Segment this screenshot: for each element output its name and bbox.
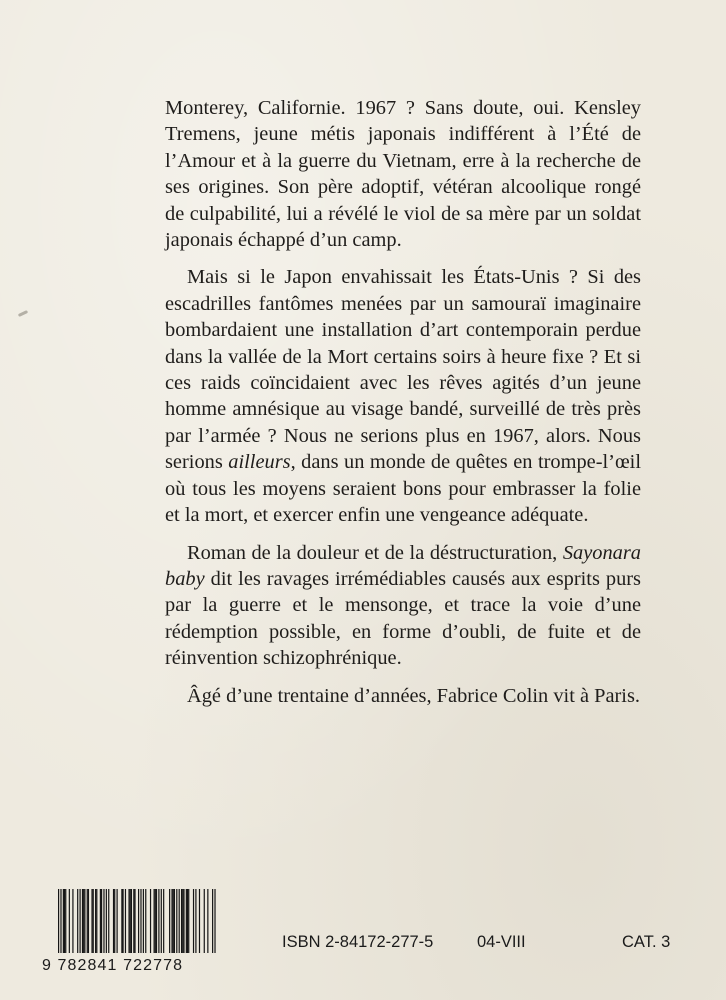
paper-mark <box>18 310 28 317</box>
barcode-bar <box>130 889 131 953</box>
isbn-number: ISBN 2-84172-277-5 <box>282 933 434 951</box>
barcode-bar <box>143 889 144 953</box>
barcode-bar <box>212 889 213 953</box>
barcode-bar <box>163 889 164 953</box>
barcode-bar <box>113 889 114 953</box>
barcode-bar <box>171 889 172 953</box>
blurb-paragraph-2-start: Mais si le Japon envahissait les États-Unis ? Si des escadrilles fantômes menées par un samouraï imaginaire bombardaient une installation d’art contemporain perdue dans la vallée de la Mort certains soirs à heure fixe ? Et si ces raids coïncidaient avec les rêves agités d’un jeune homme amnésique au visage bandé, surveillé de très près par l’armée ? Nous ne serions plus en 1967, alors. Nous serions <box>165 266 641 474</box>
barcode-bar <box>128 889 129 953</box>
barcode-bar <box>150 889 151 953</box>
blurb-paragraph-3 <box>165 540 641 672</box>
back-cover-blurb <box>165 95 641 720</box>
barcode-bar <box>173 889 174 953</box>
barcode-bar <box>186 889 187 953</box>
barcode-bar <box>96 889 97 953</box>
blurb-paragraph-2-end: , dans un monde de quêtes en trompe-l’œil où tous les moyens seraient bons pour embrasser la folie et la mort, et exercer enfin une vengeance adéquate. <box>165 451 641 527</box>
barcode-bar <box>156 889 157 953</box>
barcode-bar <box>125 889 126 953</box>
barcode-bar <box>183 889 184 953</box>
print-code: 04-VIII <box>477 933 526 951</box>
barcode-bar <box>100 889 101 953</box>
barcode-bar <box>145 889 146 953</box>
blurb-paragraph-1: Monterey, Californie. 1967 ? Sans doute, oui. Kensley Tremens, jeune métis japonais indifférent à l’Été de l’Amour et à la guerre du Vietnam, erre à la recherche de ses origines. Son père adoptif, vétéran alcoolique rongé de culpabilité, lui a révélé le viol de sa mère par un soldat japonais échappé d’un camp. <box>165 97 641 252</box>
barcode-bar <box>91 889 92 953</box>
barcode-bar <box>121 889 122 953</box>
barcode-bar <box>204 889 205 953</box>
barcode-bar <box>199 889 200 953</box>
barcode-bar <box>64 889 65 953</box>
book-title-emphasis: Sayonara baby <box>165 541 641 590</box>
catalog-category: CAT. 3 <box>622 933 671 951</box>
barcode-bar <box>108 889 109 953</box>
barcode-bar <box>161 889 162 953</box>
barcode-bar <box>77 889 78 953</box>
barcode-bar <box>188 889 189 953</box>
barcode-bar <box>117 889 118 953</box>
barcode-bar <box>193 889 194 953</box>
barcode-bar <box>83 889 84 953</box>
barcode-bar <box>87 889 88 953</box>
barcode-number: 9 782841 722778 <box>42 957 184 974</box>
barcode-bar <box>140 889 141 953</box>
barcode-bar <box>214 889 215 953</box>
barcode-bar <box>88 889 89 953</box>
barcode-bar <box>63 889 64 953</box>
barcode-bar <box>187 889 188 953</box>
barcode-bar <box>93 889 94 953</box>
barcode-bar <box>79 889 80 953</box>
barcode-bar <box>103 889 104 953</box>
blurb-paragraph-3-start: Roman de la douleur et de la déstructuration, <box>187 541 563 564</box>
blurb-paragraph-2 <box>165 264 641 528</box>
barcode-bar <box>114 889 115 953</box>
barcode-bar <box>82 889 83 953</box>
barcode-bar <box>122 889 123 953</box>
author-note: Âgé d’une trentaine d’années, Fabrice Colin vit à Paris. <box>187 684 640 707</box>
barcode-bar <box>176 889 177 953</box>
barcode-bar <box>60 889 61 953</box>
barcode-bar <box>106 889 107 953</box>
barcode-bar <box>154 889 155 953</box>
barcode-bar <box>101 889 102 953</box>
barcode-bar <box>155 889 156 953</box>
barcode-bar <box>69 889 70 953</box>
barcode-bar <box>195 889 196 953</box>
barcode-bar <box>182 889 183 953</box>
barcode-bar <box>65 889 66 953</box>
barcode-bar <box>138 889 139 953</box>
barcode-bars <box>58 889 218 953</box>
barcode-bar <box>179 889 180 953</box>
barcode-bar <box>207 889 208 953</box>
barcode-bar <box>58 889 59 953</box>
barcode-bar <box>95 889 96 953</box>
barcode-bar <box>181 889 182 953</box>
barcode-bar <box>84 889 85 953</box>
barcode-bar <box>174 889 175 953</box>
barcode-bar <box>158 889 159 953</box>
barcode-bar <box>133 889 134 953</box>
barcode-bar <box>72 889 73 953</box>
blurb-paragraph-2-emphasis: ailleurs <box>228 451 291 474</box>
barcode-bar <box>131 889 132 953</box>
barcode-bar <box>169 889 170 953</box>
blurb-paragraph-3-end: dit les ravages irrémédiables causés aux esprits purs par la guerre et le mensonge, et trace la voie d’une rédemption possible, en forme d’oubli, de fuite et de réinvention schizophrénique. <box>165 567 641 670</box>
barcode-bar <box>134 889 135 953</box>
